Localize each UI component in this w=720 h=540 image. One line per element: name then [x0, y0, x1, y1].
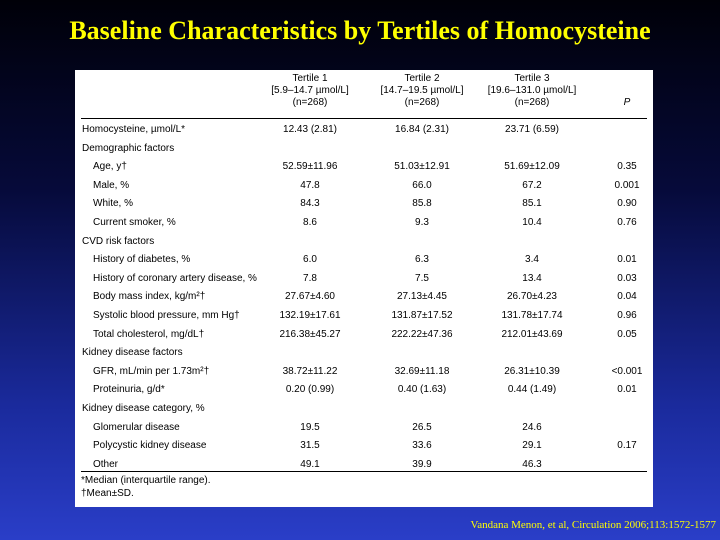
- tertile-1-name: Tertile 1: [292, 73, 328, 84]
- tertile-2-value: 6.3: [415, 254, 429, 266]
- tertile-2-value: 16.84 (2.31): [395, 124, 449, 135]
- row-label: Kidney disease factors: [82, 347, 183, 359]
- tertile-1-header: [254, 74, 366, 110]
- table-row: [81, 457, 647, 475]
- tertile-2-value: 7.5: [415, 272, 429, 284]
- row-label: CVD risk factors: [82, 235, 155, 247]
- tertile-3-value: 13.4: [522, 272, 542, 284]
- tertile-2-value: 39.9: [412, 458, 432, 470]
- table-row: [81, 438, 647, 456]
- row-label: Proteinuria, g/d*: [93, 384, 165, 396]
- row-label: Age, y†: [93, 161, 127, 173]
- tertile-3-value: 131.78±17.74: [501, 310, 563, 321]
- p-value: 0.01: [617, 254, 637, 266]
- tertile-3-value: 67.2: [522, 179, 542, 191]
- row-label: Polycystic kidney disease: [93, 440, 207, 452]
- tertile-3-value: 212.01±43.69: [501, 328, 563, 340]
- tertile-2-value: 26.5: [412, 421, 432, 433]
- tertile-2-value: 85.8: [412, 198, 432, 210]
- tertile-2-value: 32.69±11.18: [394, 365, 450, 377]
- table-row: [81, 196, 647, 214]
- tertile-2-value: 33.6: [412, 440, 432, 452]
- tertile-3-value: 46.3: [522, 458, 542, 470]
- tertile-2-header: [366, 74, 478, 110]
- p-value: 0.01: [617, 384, 637, 396]
- tertile-3-value: 24.6: [522, 421, 542, 433]
- row-label: Homocysteine, µmol/L*: [82, 124, 186, 135]
- footnote-mean: †Mean±SD.: [81, 487, 134, 499]
- tertile-1-value: 132.19±17.61: [279, 310, 341, 321]
- tertile-3-value: 51.69±12.09: [504, 161, 560, 173]
- tertile-2-value: 0.40 (1.63): [397, 384, 447, 396]
- p-value-header: P: [623, 97, 631, 108]
- tertile-2-value: 222.22±47.36: [391, 328, 453, 340]
- row-label: Body mass index, kg/m²†: [93, 291, 206, 303]
- slide-title: Baseline Characteristics by Tertiles of Homocysteine: [69, 16, 651, 45]
- row-label: Male, %: [93, 179, 130, 191]
- table-row: [81, 178, 647, 196]
- tertile-1-value: 52.59±11.96: [282, 161, 338, 173]
- p-value: 0.001: [614, 179, 640, 191]
- tertile-1-value: 47.8: [300, 179, 320, 191]
- p-value: 0.76: [617, 217, 637, 228]
- table-row: [81, 159, 647, 177]
- row-label: Other: [93, 458, 119, 470]
- tertile-3-value: 85.1: [522, 198, 542, 210]
- table-row: [81, 420, 647, 438]
- bottom-rule: [81, 471, 647, 472]
- tertile-1-value: 8.6: [303, 217, 317, 228]
- tertile-2-range: [14.7–19.5 µmol/L]: [380, 85, 464, 96]
- p-value: 0.96: [617, 310, 637, 321]
- tertile-3-value: 10.4: [522, 217, 542, 228]
- tertile-1-value: 19.5: [300, 421, 320, 433]
- row-label: GFR, mL/min per 1.73m²†: [93, 365, 210, 377]
- tertile-1-value: 6.0: [303, 254, 317, 266]
- tertile-3-range: [19.6–131.0 µmol/L]: [487, 85, 577, 96]
- row-label: White, %: [93, 198, 134, 210]
- section-row: [81, 234, 647, 252]
- tertile-1-value: 31.5: [300, 440, 320, 452]
- footnote-median: *Median (interquartile range).: [81, 475, 211, 486]
- tertile-1-range: [5.9–14.7 µmol/L]: [271, 85, 349, 96]
- p-value: 0.35: [617, 161, 637, 173]
- tertile-3-value: 3.4: [525, 254, 539, 266]
- table-row: [81, 308, 647, 326]
- p-value: <0.001: [611, 365, 643, 377]
- tertile-3-value: 26.70±4.23: [507, 291, 557, 303]
- header-rule: [81, 118, 647, 119]
- p-value: 0.03: [617, 272, 637, 284]
- row-label: History of coronary artery disease, %: [93, 272, 257, 284]
- table-panel: [75, 70, 653, 507]
- row-label: History of diabetes, %: [93, 254, 191, 266]
- row-label: Kidney disease category, %: [82, 403, 205, 414]
- tertile-3-header: [476, 74, 588, 110]
- row-label: Glomerular disease: [93, 421, 180, 433]
- table-row: [81, 252, 647, 270]
- table-row: [81, 382, 647, 400]
- table-row: [81, 215, 647, 233]
- tertile-1-value: 38.72±11.22: [282, 365, 338, 377]
- citation: Vandana Menon, et al, Circulation 2006;113:1572-1577: [470, 519, 716, 531]
- tertile-3-value: 26.31±10.39: [504, 365, 560, 377]
- row-label: Demographic factors: [82, 142, 175, 154]
- row-label: Systolic blood pressure, mm Hg†: [93, 310, 240, 321]
- tertile-2-value: 131.87±17.52: [391, 310, 453, 321]
- tertile-2-n: (n=268): [404, 97, 440, 108]
- tertile-1-value: 0.20 (0.99): [285, 384, 335, 396]
- tertile-2-value: 27.13±4.45: [397, 291, 447, 303]
- table-row: [81, 327, 647, 345]
- p-value: 0.17: [617, 440, 637, 452]
- tertile-1-value: 7.8: [303, 272, 317, 284]
- row-label: Current smoker, %: [93, 217, 176, 228]
- row-label: Total cholesterol, mg/dL†: [93, 328, 205, 340]
- table-header: [81, 74, 647, 118]
- tertile-1-value: 12.43 (2.81): [283, 124, 337, 135]
- tertile-3-value: 29.1: [522, 440, 542, 452]
- table-row: [81, 271, 647, 289]
- table-footnotes: [81, 475, 211, 500]
- tertile-2-value: 66.0: [412, 179, 432, 191]
- table-row: [81, 289, 647, 307]
- tertile-1-value: 27.67±4.60: [285, 291, 335, 303]
- tertile-3-value: 23.71 (6.59): [505, 124, 559, 135]
- tertile-3-value: 0.44 (1.49): [507, 384, 557, 396]
- tertile-2-name: Tertile 2: [404, 73, 440, 84]
- tertile-1-value: 49.1: [300, 458, 320, 470]
- p-value: 0.04: [617, 291, 637, 303]
- tertile-1-n: (n=268): [292, 97, 328, 108]
- table-row: [81, 364, 647, 382]
- tertile-1-value: 216.38±45.27: [279, 328, 341, 340]
- p-value: 0.90: [617, 198, 637, 210]
- p-value: 0.05: [617, 328, 637, 340]
- tertile-1-value: 84.3: [300, 198, 320, 210]
- tertile-3-n: (n=268): [514, 97, 550, 108]
- tertile-3-name: Tertile 3: [514, 73, 550, 84]
- section-row: [81, 141, 647, 159]
- section-row: [81, 345, 647, 363]
- tertile-2-value: 51.03±12.91: [394, 161, 450, 173]
- table-row: [81, 122, 647, 140]
- section-row: [81, 401, 647, 419]
- tertile-2-value: 9.3: [415, 217, 429, 228]
